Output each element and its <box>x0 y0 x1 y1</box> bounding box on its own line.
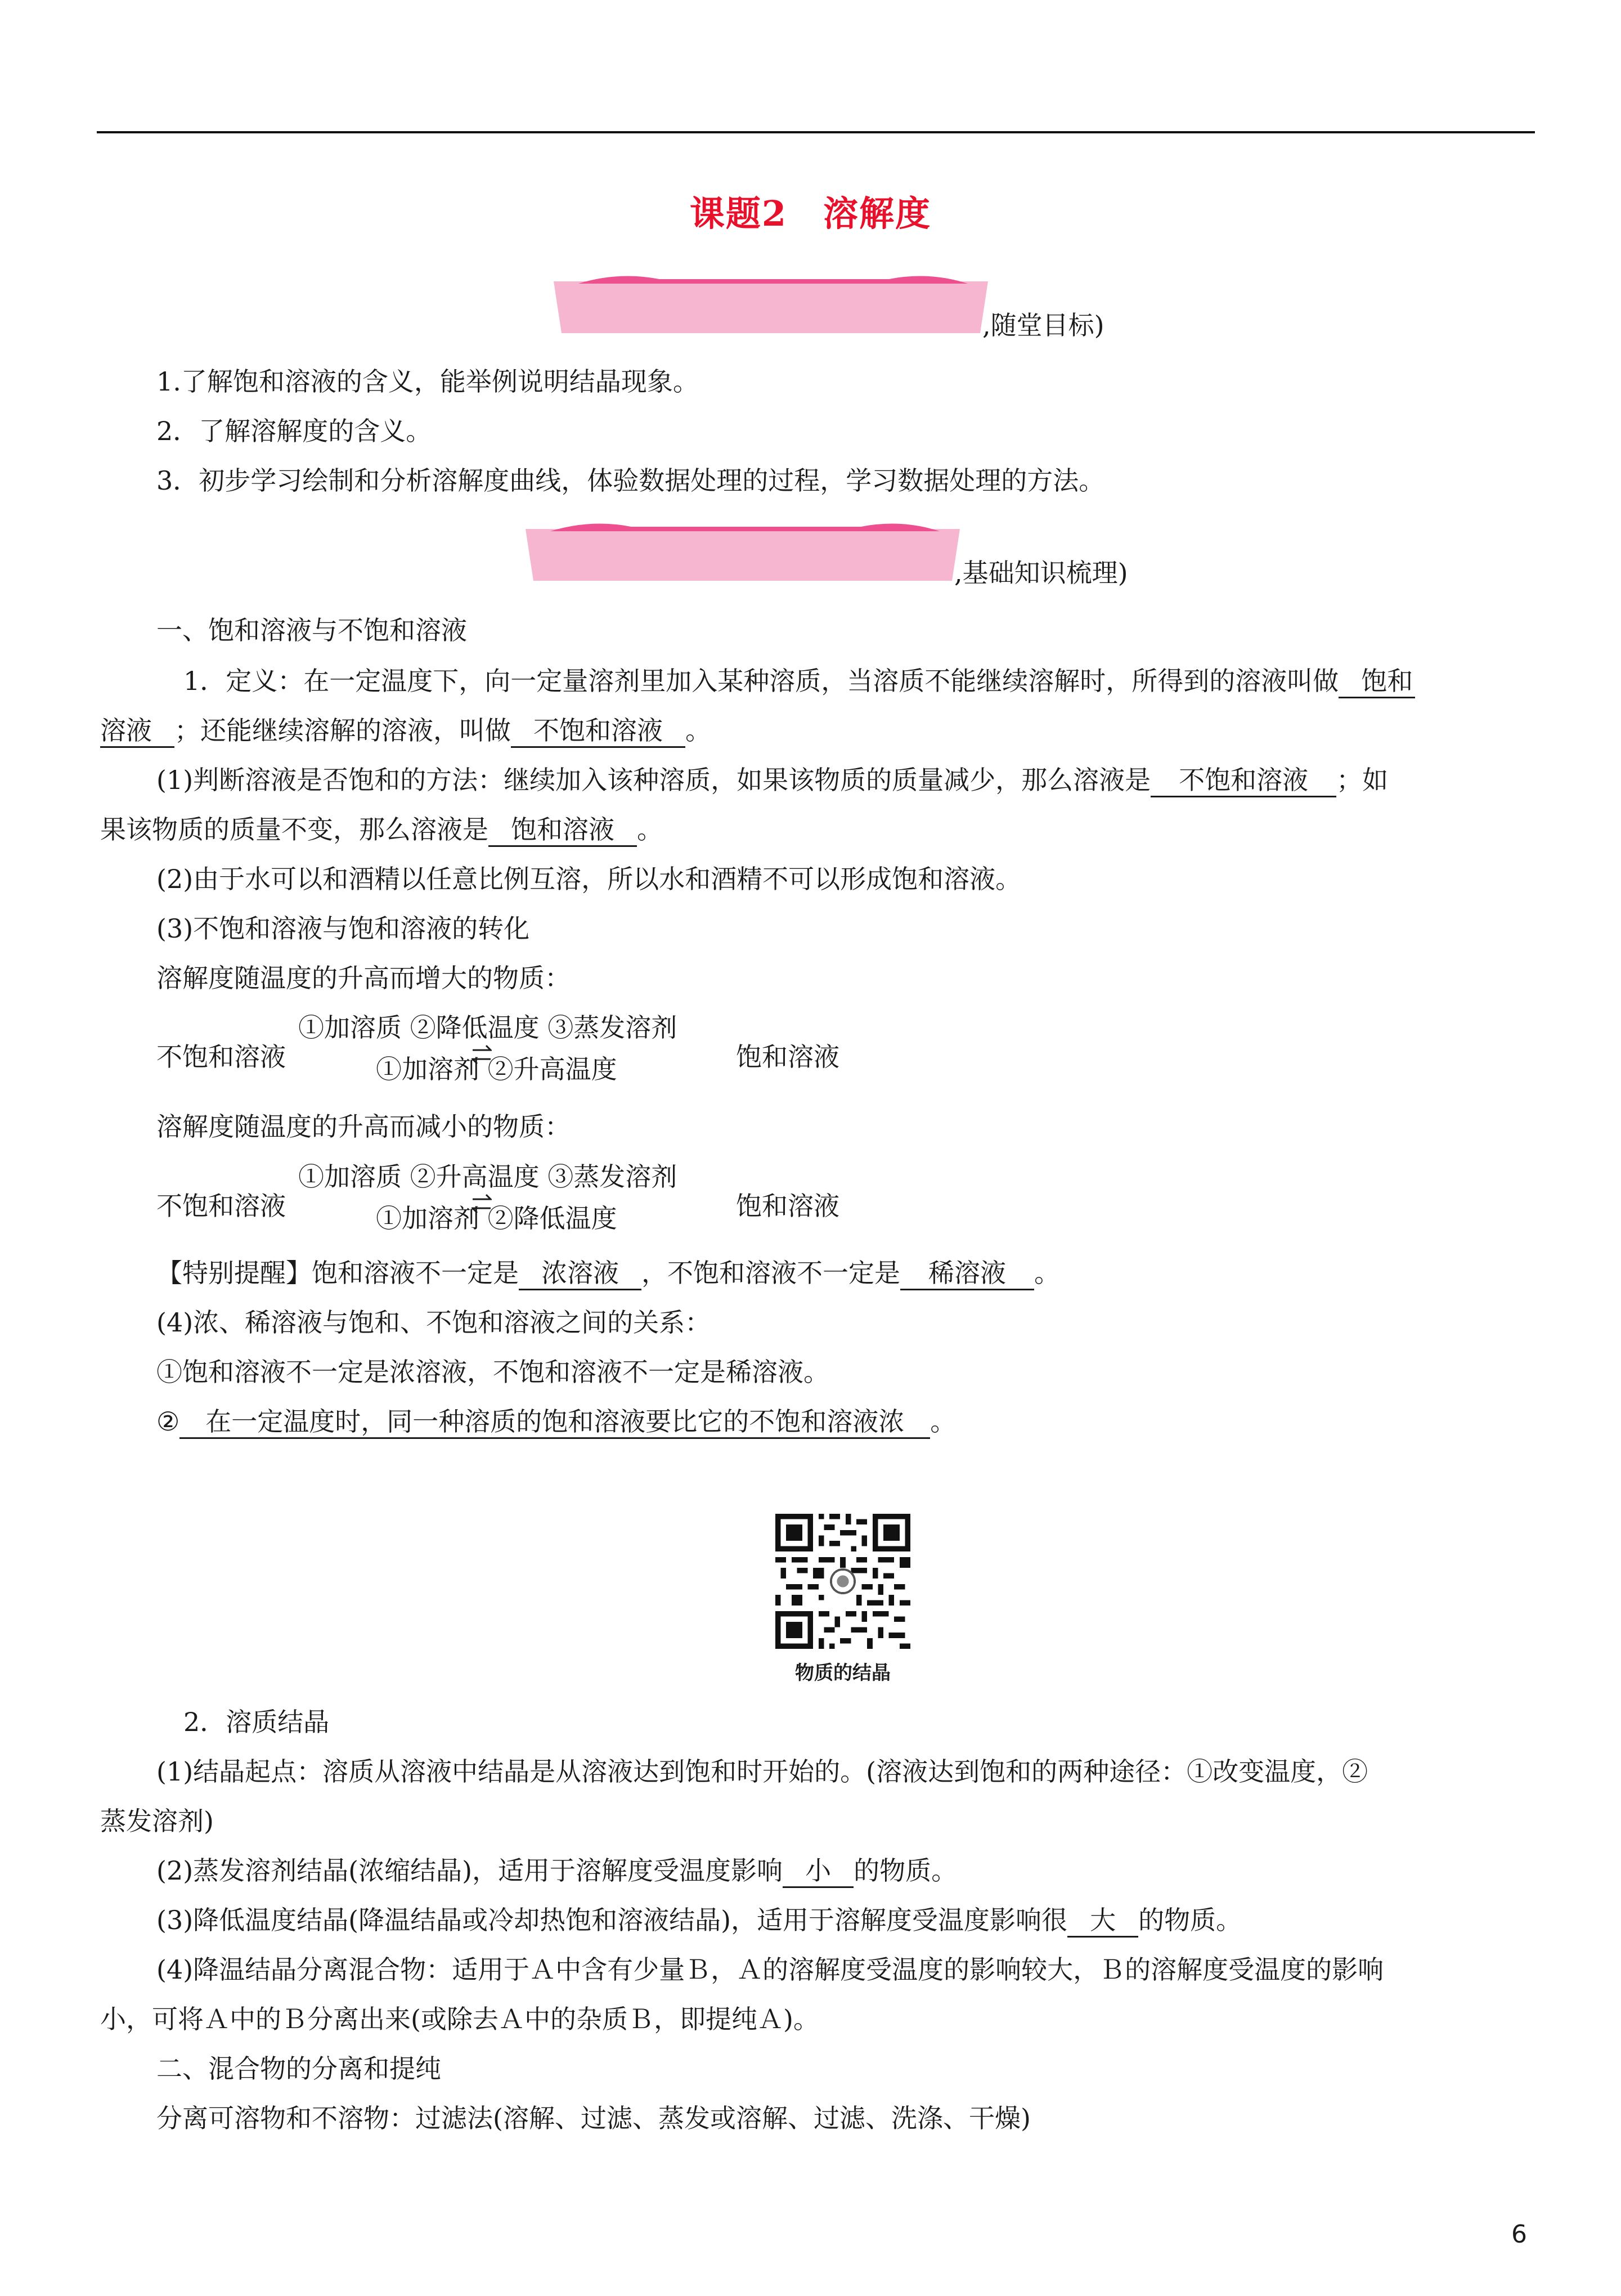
tip-text: 【特别提醒】饱和溶液不一定是 <box>156 1258 519 1288</box>
equation-bottom-condition: ①加溶剂 ②降低温度 <box>376 1203 617 1234</box>
answer-blank: 稀溶液 <box>900 1257 1034 1290</box>
equation-top-condition: ①加溶质 ②升高温度 ③蒸发溶剂 <box>298 1162 677 1192</box>
goals-banner-label: ,随堂目标) <box>982 310 1104 340</box>
paragraph-4: (4)浓、稀溶液与饱和、不饱和溶液之间的关系： <box>156 1307 711 1338</box>
crystallization-text: (2)蒸发溶剂结晶(浓缩结晶)，适用于溶解度受温度影响 <box>156 1855 783 1886</box>
judge-line-2 <box>100 813 663 847</box>
crystallization-1-line-1: (1)结晶起点：溶质从溶液中结晶是从溶液达到饱和时开始的。(溶液达到饱和的两种途径：①改变温度，② <box>156 1756 1368 1787</box>
paragraph-3: (3)不饱和溶液与饱和溶液的转化 <box>156 913 530 944</box>
item-marker: ② <box>156 1406 180 1437</box>
increase-intro: 溶解度随温度的升高而增大的物质： <box>156 963 571 993</box>
item-end: 。 <box>930 1406 957 1437</box>
knowledge-banner-label: ,基础知识梳理) <box>954 558 1128 588</box>
banner-ribbon-shape <box>523 518 962 585</box>
crystallization-4-line-2: 小，可将Ａ中的Ｂ分离出来(或除去Ａ中的杂质Ｂ，即提纯Ａ)。 <box>100 2004 819 2034</box>
qr-caption: 物质的结晶 <box>795 1662 891 1684</box>
equation-left: 不饱和溶液 <box>156 1191 286 1221</box>
answer-blank: 饱和 <box>1339 665 1415 698</box>
goals-banner <box>551 270 1104 340</box>
equation-top-condition: ①加溶质 ②降低温度 ③蒸发溶剂 <box>298 1012 677 1043</box>
special-tip <box>156 1256 1060 1290</box>
crystallization-text: (3)降低温度结晶(降温结晶或冷却热饱和溶液结晶)，适用于溶解度受温度影响很 <box>156 1905 1068 1935</box>
answer-blank: 浓溶液 <box>519 1257 641 1290</box>
definition-text: ；还能继续溶解的溶液，叫做 <box>174 715 511 746</box>
paragraph-4-2 <box>156 1405 956 1439</box>
section2-heading: 2．溶质结晶 <box>183 1707 330 1737</box>
judge-text: ；如 <box>1336 765 1389 795</box>
answer-blank: 溶液 <box>100 715 174 748</box>
answer-blank: 不饱和溶液 <box>511 715 685 748</box>
page-number: 6 <box>1511 2220 1527 2249</box>
crystallization-text: 的物质。 <box>854 1855 958 1886</box>
definition-line-1 <box>183 664 1415 698</box>
equation-bottom-condition: ①加溶剂 ②升高温度 <box>376 1054 617 1084</box>
answer-blank: 小 <box>783 1855 854 1888</box>
tip-text: ，不饱和溶液不一定是 <box>641 1258 900 1288</box>
page-title: 课题2 溶解度 <box>689 193 932 234</box>
top-rule <box>97 131 1535 133</box>
goal-3: 3．初步学习绘制和分析溶解度曲线，体验数据处理的过程，学习数据处理的方法。 <box>156 465 1105 496</box>
answer-blank: 饱和溶液 <box>488 814 637 847</box>
crystallization-text: 的物质。 <box>1138 1905 1242 1935</box>
paragraph-4-1: ①饱和溶液不一定是浓溶液，不饱和溶液不一定是稀溶液。 <box>156 1357 829 1387</box>
definition-line-2 <box>100 714 711 748</box>
conversion-equation-2 <box>156 1156 944 1241</box>
conversion-equation-1 <box>156 1007 944 1092</box>
judge-text: 果该物质的质量不变，那么溶液是 <box>100 814 488 845</box>
answer-blank: 在一定温度时，同一种溶质的饱和溶液要比它的不饱和溶液浓 <box>179 1406 930 1439</box>
equation-left: 不饱和溶液 <box>156 1042 286 1072</box>
definition-text: 。 <box>685 715 711 746</box>
knowledge-banner <box>523 518 1198 588</box>
judge-line-1 <box>156 763 1388 797</box>
answer-blank: 大 <box>1067 1904 1138 1938</box>
goal-1: 1.了解饱和溶液的含义，能举例说明结晶现象。 <box>156 366 699 397</box>
tip-text: 。 <box>1034 1258 1060 1288</box>
section3-line: 分离可溶物和不溶物：过滤法(溶解、过滤、蒸发或溶解、过滤、洗涤、干燥) <box>156 2103 1031 2133</box>
crystallization-3 <box>156 1903 1242 1938</box>
goal-2: 2．了解溶解度的含义。 <box>156 416 432 446</box>
section3-heading: 二、混合物的分离和提纯 <box>156 2053 441 2084</box>
equation-right: 饱和溶液 <box>736 1042 839 1072</box>
section1-heading: 一、饱和溶液与不饱和溶液 <box>156 615 467 645</box>
crystallization-4-line-1: (4)降温结晶分离混合物：适用于Ａ中含有少量Ｂ，Ａ的溶解度受温度的影响较大，Ｂ的溶解度受温度的影响 <box>156 1954 1384 1985</box>
judge-text: 。 <box>637 814 663 845</box>
answer-blank: 不饱和溶液 <box>1151 764 1336 797</box>
decrease-intro: 溶解度随温度的升高而减小的物质： <box>156 1111 571 1142</box>
paragraph-2: (2)由于水可以和酒精以任意比例互溶，所以水和酒精不可以形成饱和溶液。 <box>156 864 1022 894</box>
crystallization-2 <box>156 1854 957 1888</box>
crystallization-1-line-2: 蒸发溶剂) <box>100 1806 214 1836</box>
definition-text: 1．定义：在一定温度下，向一定量溶剂里加入某种溶质，当溶质不能继续溶解时，所得到的溶液叫做 <box>183 666 1339 696</box>
equation-right: 饱和溶液 <box>736 1191 839 1221</box>
judge-text: (1)判断溶液是否饱和的方法：继续加入该种溶质，如果该物质的质量减少，那么溶液是 <box>156 765 1151 795</box>
qr-code-image[interactable] <box>775 1514 910 1649</box>
banner-ribbon-shape <box>551 270 990 338</box>
